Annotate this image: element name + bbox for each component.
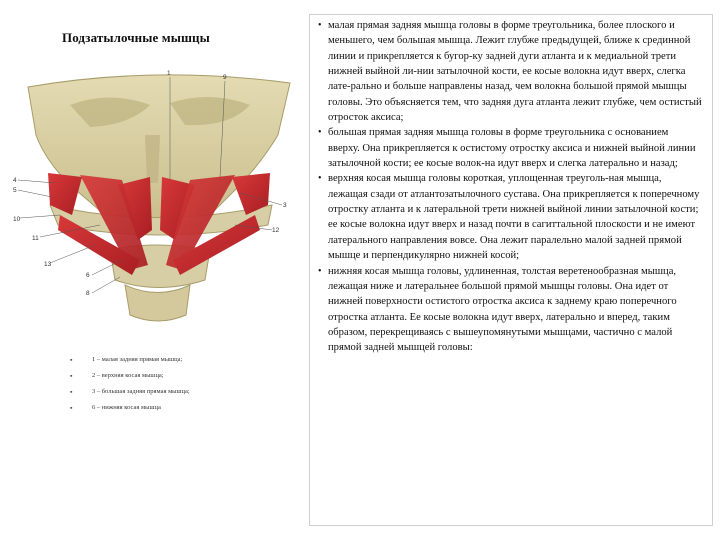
label-1: 1 bbox=[167, 70, 171, 77]
bullet-icon: ▪ bbox=[70, 356, 73, 364]
text-panel bbox=[309, 14, 713, 526]
label-6: 6 bbox=[86, 272, 90, 279]
legend-item: ▪ 1 – малая задняя прямая мышца; bbox=[92, 352, 302, 368]
slide-title: Подзатылочные мышцы bbox=[62, 30, 210, 45]
paragraph: • верхняя косая мышца головы короткая, уплощенная треуголь-ная мышца, лежащая сзади от атлантозатылочного сустава. Она прикрепляется к поперечному отростку атланта и к латеральной трети нижней выйной линии затылочной кости; ее косые волокна идут вверх и назад почти в сагиттальной плоскости и не имеют латерального направления вовсе. Она лежит паралельно малой задней прямой мышце и перпендикулярно нижней косой; bbox=[318, 173, 700, 262]
legend-list bbox=[70, 352, 302, 416]
bullet-icon: • bbox=[318, 127, 322, 139]
paragraph-list bbox=[320, 18, 702, 356]
legend-item: ▪ 2 – верхняя косая мышца; bbox=[92, 368, 302, 384]
label-3: 3 bbox=[283, 202, 287, 209]
label-4: 4 bbox=[13, 177, 17, 184]
paragraph: • нижняя косая мышца головы, удлиненная, толстая веретенообразная мышца, лежащая ниже и латеральнее большой прямой мышцы головы. Она идет от нижней поверхности остистого отростка аксиса к заднему краю поперечного отростка атланта. Ее косые волокна идут вверх, латерально и вперед, таким образом, перекрещиваясь с вышеупомянутыми мышцами, частично с малой прямой задней мышцей головы: bbox=[318, 265, 677, 354]
bullet-icon: ▪ bbox=[70, 388, 73, 396]
label-11: 11 bbox=[32, 235, 39, 242]
bullet-icon: • bbox=[318, 20, 322, 31]
bullet-icon: ▪ bbox=[70, 372, 73, 380]
paragraph: • малая прямая задняя мышца головы в форме треугольника, более плоского и меньшего, чем большая мышца. Лежит глубже предыдущей, ближе к срединной линии и прикрепляется к бугор-ку задней дуги атланта и к медиальной трети нижней выйной ли-нии затылочной кости, ее косые волокна идут вверх, слегка лате-рально и больше направлены назад, чем волокна большой прямой мышцы головы. Это объясняется тем, что задняя дуга атланта лежит глубже, чем остистый отросток аксиса; bbox=[318, 20, 702, 124]
legend-item: ▪ 3 – большая задняя прямая мышца; bbox=[92, 384, 302, 400]
label-9: 9 bbox=[223, 74, 227, 81]
label-5: 5 bbox=[13, 187, 17, 194]
paragraph: • большая прямая задняя мышца головы в форме треугольника с основанием вверху. Она прикрепляется к остистому отростку аксиса и нижней выйной линии затылочной кости; ее косые волок-на идут вверх и слегка латерально и назад; bbox=[318, 127, 696, 170]
label-10: 10 bbox=[13, 216, 21, 223]
bullet-icon: • bbox=[318, 265, 322, 277]
legend-item: ▪ 6 – нижняя косая мышца bbox=[92, 400, 302, 416]
label-12: 12 bbox=[272, 227, 280, 234]
label-8: 8 bbox=[86, 290, 90, 297]
bullet-icon: ▪ bbox=[70, 404, 73, 412]
label-13: 13 bbox=[44, 261, 52, 268]
anatomy-figure bbox=[10, 65, 300, 330]
bullet-icon: • bbox=[318, 173, 322, 185]
